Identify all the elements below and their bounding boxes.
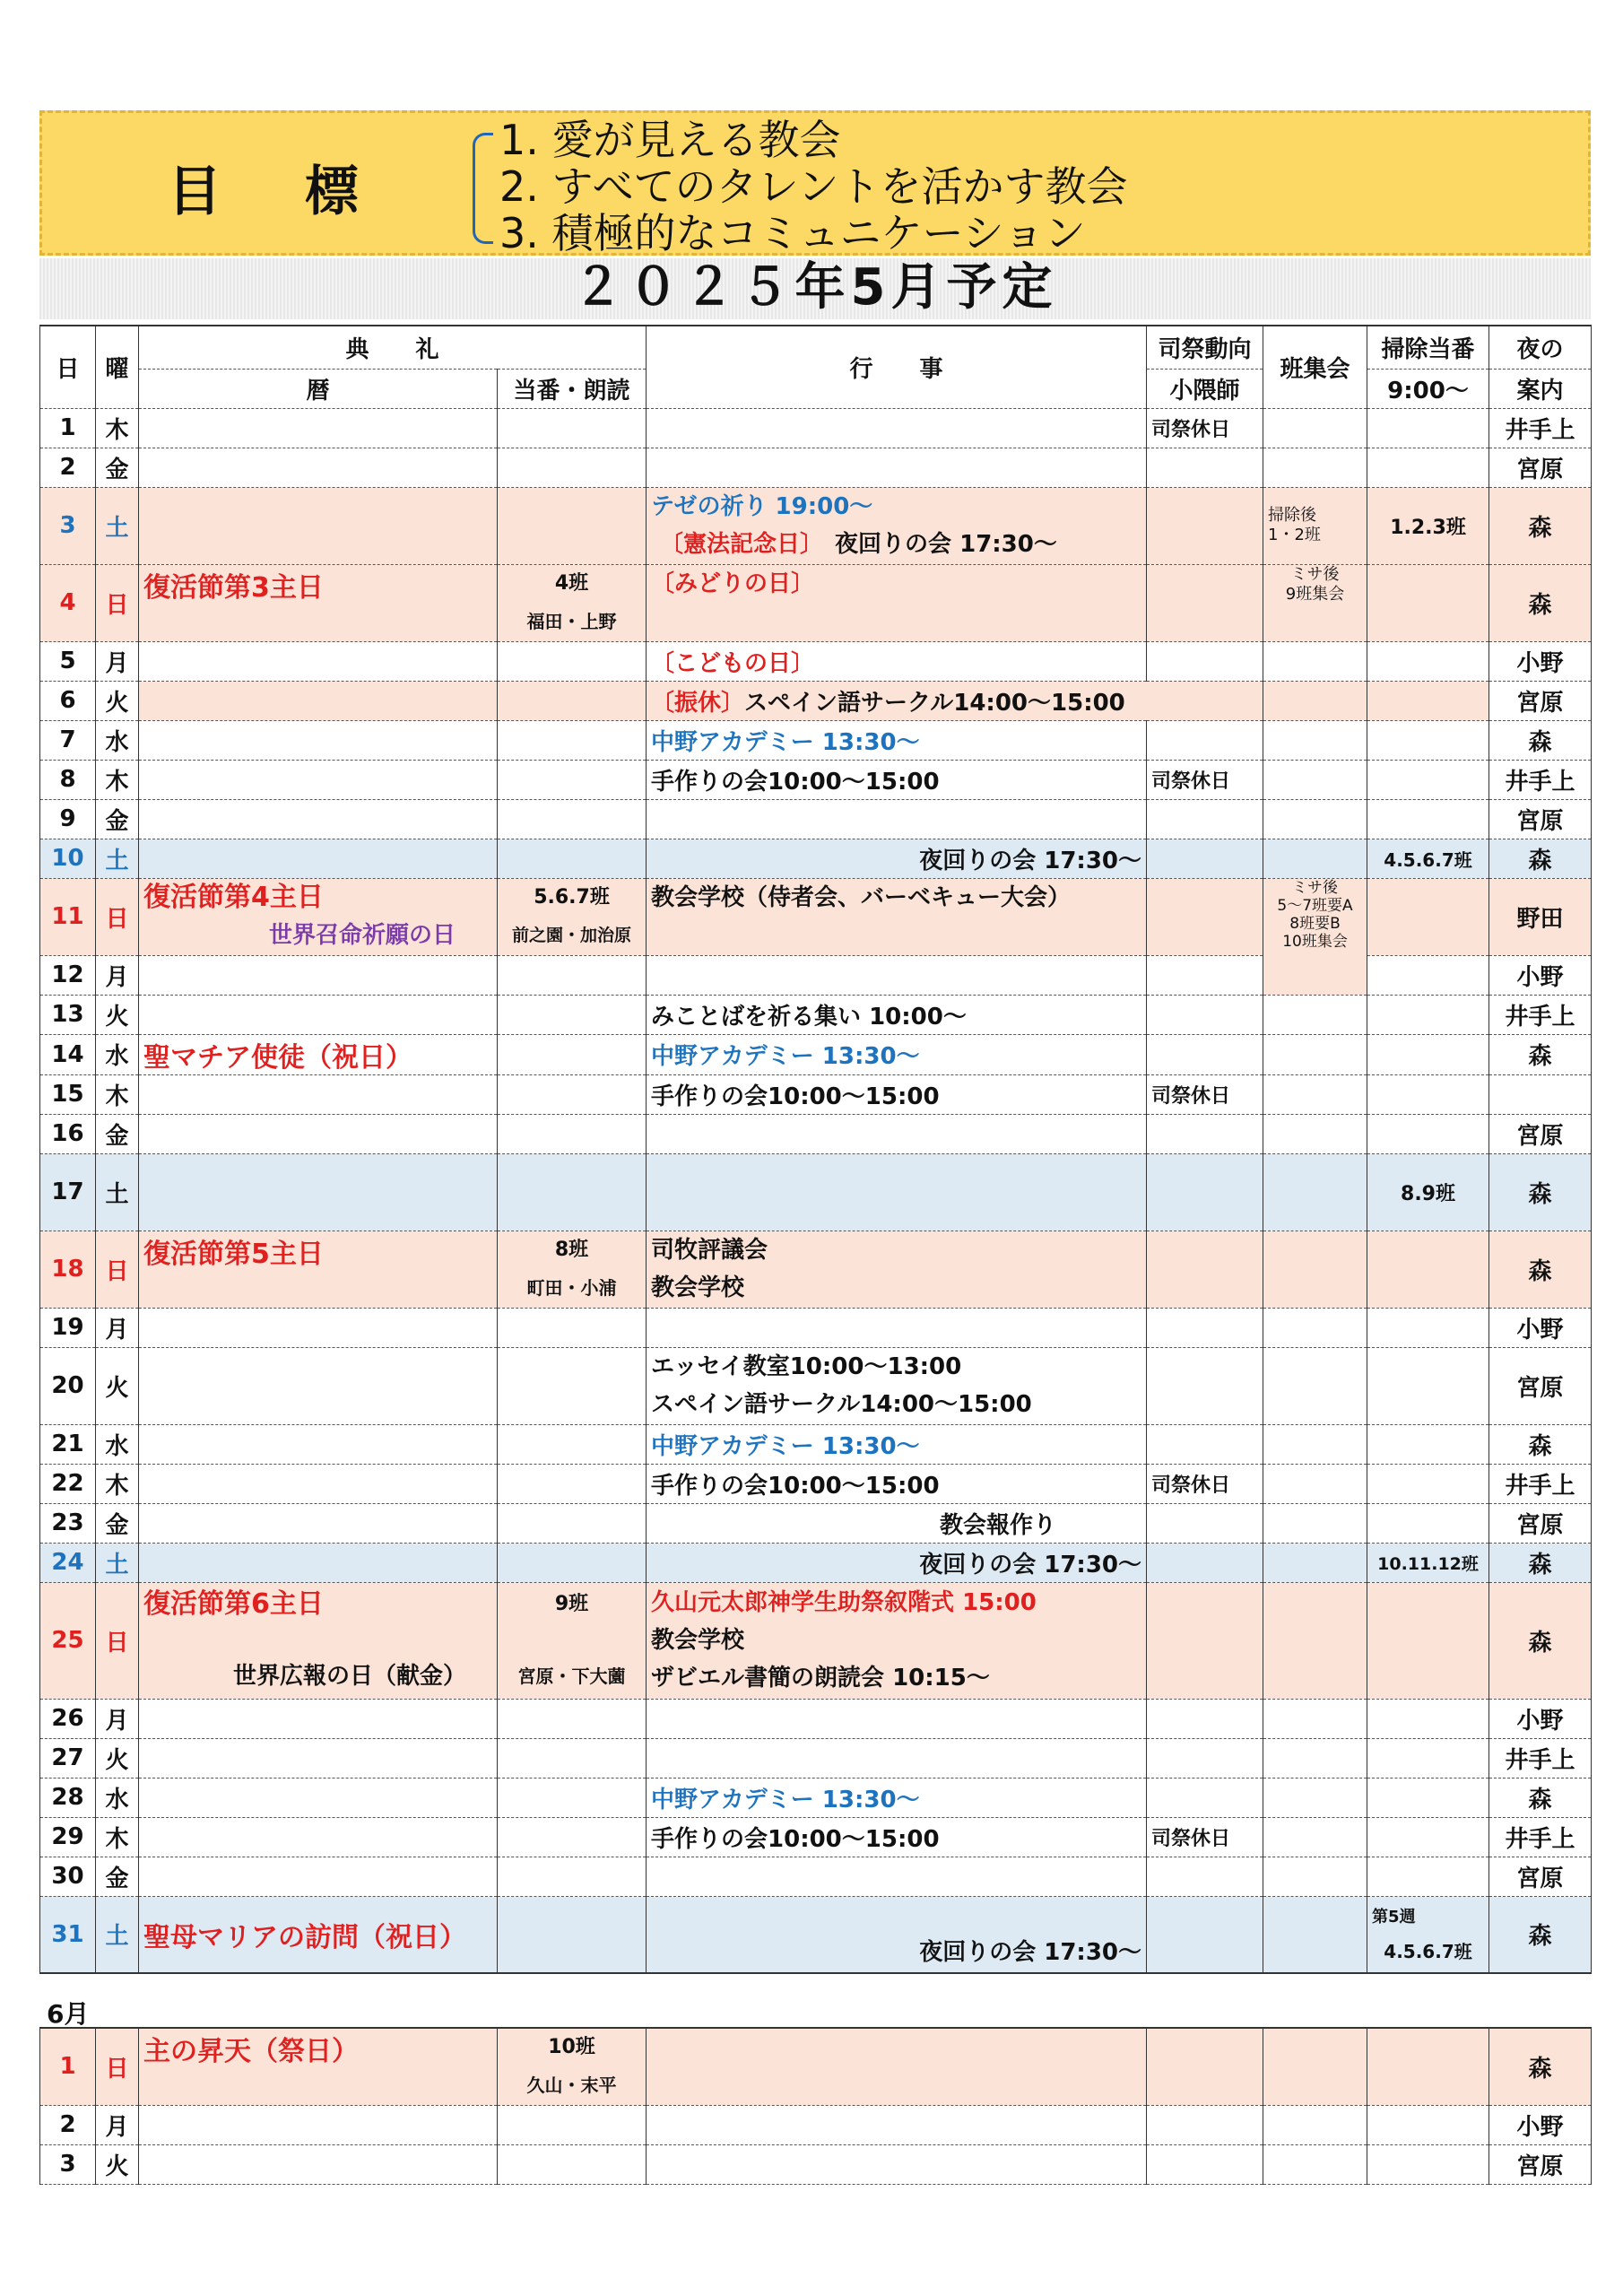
night-cell: 宮原 <box>1489 2144 1592 2184</box>
day-cell: 7 <box>40 720 96 760</box>
day-cell: 28 <box>40 1778 96 1817</box>
group-text: 掃除後 <box>1268 506 1317 525</box>
table-row <box>40 1114 1592 1153</box>
goal-item: 1. 愛が見える教会 <box>499 116 841 164</box>
weekday-cell: 土 <box>96 1543 139 1582</box>
night-cell: 小野 <box>1489 1308 1592 1347</box>
priest-cell: 司祭休日 <box>1147 1817 1263 1857</box>
events-cell <box>647 487 1147 564</box>
day-cell: 17 <box>40 1153 96 1231</box>
weekday-cell: 火 <box>96 681 139 720</box>
weekday-cell: 木 <box>96 760 139 799</box>
weekday-cell: 月 <box>96 2105 139 2144</box>
weekday-cell: 水 <box>96 1778 139 1817</box>
header-cleaning-time: 9:00〜 <box>1367 369 1489 408</box>
priest-cell: 司祭休日 <box>1147 1464 1263 1503</box>
weekday-cell: 土 <box>96 1153 139 1231</box>
group-text: 5〜7班要A <box>1277 896 1353 915</box>
table-row <box>40 1503 1592 1543</box>
table-row <box>40 1034 1592 1074</box>
duty-text: 町田・小浦 <box>526 1277 617 1299</box>
table-row <box>40 1582 1592 1699</box>
table-row <box>40 1074 1592 1114</box>
bracket-decoration <box>473 133 493 244</box>
day-cell: 13 <box>40 995 96 1034</box>
duty-text: 10班 <box>548 2036 595 2059</box>
night-cell: 森 <box>1489 1778 1592 1817</box>
weekday-cell: 金 <box>96 448 139 487</box>
title-band <box>39 258 1591 319</box>
day-cell: 23 <box>40 1503 96 1543</box>
table-row <box>40 2144 1592 2184</box>
header-priest-sub: 小隈師 <box>1147 369 1263 408</box>
day-cell: 24 <box>40 1543 96 1582</box>
day-cell: 26 <box>40 1699 96 1738</box>
day-cell: 1 <box>40 2028 96 2105</box>
day-cell: 20 <box>40 1347 96 1424</box>
night-cell: 野田 <box>1489 878 1592 955</box>
table-row <box>40 720 1592 760</box>
night-cell: 宮原 <box>1489 1114 1592 1153</box>
weekday-cell: 土 <box>96 839 139 878</box>
table-row <box>40 799 1592 839</box>
table-row <box>40 1896 1592 1973</box>
night-cell: 宮原 <box>1489 448 1592 487</box>
weekday-cell: 金 <box>96 1114 139 1153</box>
weekday-cell: 日 <box>96 564 139 641</box>
events-cell <box>647 1582 1147 1699</box>
event-text: 〔憲法記念日〕 <box>660 531 812 558</box>
cleaning-cell: 4.5.6.7班 <box>1367 839 1489 878</box>
weekday-cell: 木 <box>96 1074 139 1114</box>
duty-text: 4班 <box>554 572 589 595</box>
duty-text: 9班 <box>554 1593 589 1615</box>
event-text: 〔みどりの日〕 <box>651 570 815 597</box>
night-cell: 小野 <box>1489 1699 1592 1738</box>
event-text: 手作りの会10:00〜15:00 <box>647 760 1147 799</box>
day-cell: 27 <box>40 1738 96 1778</box>
day-cell: 12 <box>40 955 96 995</box>
event-text: 夜回りの会 17:30〜 <box>647 1896 1147 1973</box>
header-day: 日 <box>40 326 96 408</box>
calendar-text: 主の昇天（祭日） <box>143 2036 359 2067</box>
event-text: 夜回りの会 17:30〜 <box>647 839 1147 878</box>
table-row <box>40 1153 1592 1231</box>
event-text: テゼの祈り 19:00〜 <box>651 493 873 520</box>
event-text: 夜回りの会 17:30〜 <box>647 1543 1147 1582</box>
day-cell: 3 <box>40 2144 96 2184</box>
header-cleaning: 掃除当番 <box>1367 326 1489 369</box>
day-cell: 1 <box>40 408 96 448</box>
table-row <box>40 1308 1592 1347</box>
table-row <box>40 1424 1592 1464</box>
group-cell <box>1263 487 1367 564</box>
group-text: 1・2班 <box>1268 526 1321 544</box>
table-row <box>40 1464 1592 1503</box>
night-cell: 森 <box>1489 1582 1592 1699</box>
day-cell: 6 <box>40 681 96 720</box>
weekday-cell: 火 <box>96 2144 139 2184</box>
table-row <box>40 1778 1592 1817</box>
duty-cell <box>498 564 647 641</box>
night-cell: 小野 <box>1489 641 1592 681</box>
header-duty: 当番・朗読 <box>498 369 647 408</box>
table-row <box>40 641 1592 681</box>
page-title: ２０２５年5月予定 <box>572 258 1058 317</box>
night-cell: 森 <box>1489 487 1592 564</box>
event-text: みことばを祈る集い 10:00〜 <box>647 995 1147 1034</box>
night-cell: 宮原 <box>1489 1347 1592 1424</box>
group-text: ミサ後 <box>1292 878 1339 897</box>
weekday-cell: 水 <box>96 720 139 760</box>
night-cell: 宮原 <box>1489 1503 1592 1543</box>
day-cell: 22 <box>40 1464 96 1503</box>
weekday-cell: 月 <box>96 1699 139 1738</box>
duty-text: 宮原・下大薗 <box>517 1665 626 1687</box>
day-cell: 18 <box>40 1231 96 1308</box>
duty-cell <box>498 1582 647 1699</box>
day-cell: 3 <box>40 487 96 564</box>
group-text: 10班集会 <box>1282 932 1348 951</box>
table-row <box>40 2028 1592 2105</box>
day-cell: 11 <box>40 878 96 955</box>
event-text: 夜回りの会 17:30〜 <box>835 531 1057 558</box>
goals-banner <box>39 110 1591 256</box>
table-row <box>40 408 1592 448</box>
event-text: 手作りの会10:00〜15:00 <box>647 1464 1147 1503</box>
event-text: エッセイ教室10:00〜13:00 <box>651 1353 962 1380</box>
event-text: 教会学校（侍者会、バーベキュー大会） <box>647 878 1147 955</box>
weekday-cell: 月 <box>96 641 139 681</box>
event-text: スペイン語サークル14:00〜15:00 <box>744 689 1125 717</box>
calendar-text: 世界広報の日（献金） <box>233 1663 467 1690</box>
calendar-text: 復活節第6主日 <box>143 1588 324 1620</box>
event-text: ザビエル書簡の朗読会 10:15〜 <box>651 1665 990 1692</box>
calendar-cell <box>139 878 498 955</box>
calendar-text: 聖マチア使徒（祝日） <box>139 1034 498 1074</box>
table-row <box>40 878 1592 955</box>
weekday-cell: 木 <box>96 1464 139 1503</box>
header-priest: 司祭動向 <box>1147 326 1263 369</box>
day-cell: 19 <box>40 1308 96 1347</box>
night-cell: 森 <box>1489 1896 1592 1973</box>
day-cell: 30 <box>40 1857 96 1896</box>
events-cell <box>647 681 1263 720</box>
weekday-cell: 火 <box>96 1347 139 1424</box>
night-cell: 井手上 <box>1489 408 1592 448</box>
table-row <box>40 564 1592 641</box>
day-cell: 4 <box>40 564 96 641</box>
event-text: 〔こどもの日〕 <box>647 641 1147 681</box>
weekday-cell: 日 <box>96 878 139 955</box>
june-schedule-table <box>39 2027 1592 2185</box>
calendar-text: 聖母マリアの訪問（祝日） <box>139 1896 498 1973</box>
header-liturgy: 典 礼 <box>139 326 647 369</box>
cleaning-cell: 8.9班 <box>1367 1153 1489 1231</box>
day-cell: 21 <box>40 1424 96 1464</box>
priest-cell: 司祭休日 <box>1147 1074 1263 1114</box>
group-cell <box>1263 564 1367 641</box>
day-cell: 2 <box>40 448 96 487</box>
table-row <box>40 448 1592 487</box>
table-row <box>40 1738 1592 1778</box>
table-row <box>40 681 1592 720</box>
night-cell: 森 <box>1489 1543 1592 1582</box>
table-row <box>40 1817 1592 1857</box>
header-calendar: 暦 <box>139 369 498 408</box>
night-cell: 宮原 <box>1489 1857 1592 1896</box>
cleaning-text: 4.5.6.7班 <box>1384 1940 1472 1962</box>
day-cell: 5 <box>40 641 96 681</box>
night-cell: 森 <box>1489 2028 1592 2105</box>
event-text: 教会学校 <box>651 1627 745 1654</box>
table-row <box>40 839 1592 878</box>
day-cell: 14 <box>40 1034 96 1074</box>
cleaning-cell <box>1367 1896 1489 1973</box>
table-row <box>40 1231 1592 1308</box>
header-weekday: 曜 <box>96 326 139 408</box>
day-cell: 25 <box>40 1582 96 1699</box>
night-cell: 森 <box>1489 564 1592 641</box>
events-cell <box>647 1231 1147 1308</box>
night-cell: 井手上 <box>1489 1817 1592 1857</box>
event-text: 手作りの会10:00〜15:00 <box>647 1817 1147 1857</box>
night-cell: 宮原 <box>1489 681 1592 720</box>
weekday-cell: 月 <box>96 1308 139 1347</box>
weekday-cell: 金 <box>96 1503 139 1543</box>
night-cell: 森 <box>1489 1153 1592 1231</box>
weekday-cell: 金 <box>96 1857 139 1896</box>
night-cell: 森 <box>1489 1231 1592 1308</box>
day-cell: 2 <box>40 2105 96 2144</box>
weekday-cell: 木 <box>96 408 139 448</box>
goals-list <box>499 117 1127 257</box>
day-cell: 16 <box>40 1114 96 1153</box>
day-cell: 8 <box>40 760 96 799</box>
goals-label: 目 標 <box>168 161 391 223</box>
duty-cell <box>498 878 647 955</box>
group-cell <box>1263 878 1367 995</box>
header-night-sub: 案内 <box>1489 369 1592 408</box>
night-cell: 森 <box>1489 1424 1592 1464</box>
night-cell: 井手上 <box>1489 1738 1592 1778</box>
weekday-cell: 日 <box>96 1582 139 1699</box>
duty-text: 前之園・加治原 <box>512 926 632 945</box>
day-cell: 9 <box>40 799 96 839</box>
table-row <box>40 1699 1592 1738</box>
calendar-cell <box>139 1582 498 1699</box>
night-cell: 小野 <box>1489 2105 1592 2144</box>
weekday-cell: 日 <box>96 2028 139 2105</box>
table-row <box>40 760 1592 799</box>
duty-text: 5.6.7班 <box>534 886 610 909</box>
night-cell: 小野 <box>1489 955 1592 995</box>
may-schedule-table <box>39 325 1592 1974</box>
day-cell: 10 <box>40 839 96 878</box>
weekday-cell: 水 <box>96 1034 139 1074</box>
priest-cell: 司祭休日 <box>1147 408 1263 448</box>
event-text: スペイン語サークル14:00〜15:00 <box>651 1391 1032 1418</box>
day-cell: 29 <box>40 1817 96 1857</box>
table-row <box>40 1857 1592 1896</box>
calendar-text: 世界召命祈願の日 <box>269 922 456 949</box>
header-events: 行 事 <box>647 326 1147 408</box>
weekday-cell: 火 <box>96 995 139 1034</box>
weekday-cell: 月 <box>96 955 139 995</box>
duty-cell <box>498 1231 647 1308</box>
day-cell: 15 <box>40 1074 96 1114</box>
group-text: 8班要B <box>1289 914 1341 933</box>
cleaning-cell: 1.2.3班 <box>1367 487 1489 564</box>
header-group: 班集会 <box>1263 326 1367 408</box>
goal-item: 2. すべてのタレントを活かす教会 <box>499 162 1128 211</box>
table-row <box>40 995 1592 1034</box>
night-cell: 井手上 <box>1489 995 1592 1034</box>
event-text: 司牧評議会 <box>651 1237 768 1264</box>
night-cell: 井手上 <box>1489 760 1592 799</box>
event-text: 〔振休〕 <box>651 689 745 717</box>
june-label: 6月 <box>47 1999 90 2029</box>
duty-cell <box>498 2028 647 2105</box>
night-cell: 森 <box>1489 839 1592 878</box>
cleaning-cell: 10.11.12班 <box>1367 1543 1489 1582</box>
weekday-cell: 水 <box>96 1424 139 1464</box>
event-text: 久山元太郎神学生助祭叙階式 15:00 <box>651 1589 1037 1616</box>
event-text: 教会学校 <box>651 1274 745 1301</box>
events-cell <box>647 1347 1147 1424</box>
duty-text: 福田・上野 <box>526 611 617 632</box>
night-cell: 森 <box>1489 720 1592 760</box>
day-cell: 31 <box>40 1896 96 1973</box>
calendar-text: 復活節第5主日 <box>143 1238 324 1270</box>
weekday-cell: 火 <box>96 1738 139 1778</box>
goal-item: 3. 積極的なコミュニケーション <box>499 209 1086 257</box>
table-row <box>40 487 1592 564</box>
event-text: 中野アカデミー 13:30〜 <box>647 1778 1147 1817</box>
calendar-text: 復活節第3主日 <box>143 571 324 604</box>
table-row <box>40 2105 1592 2144</box>
event-text: 手作りの会10:00〜15:00 <box>647 1074 1147 1114</box>
weekday-cell: 木 <box>96 1817 139 1857</box>
table-row <box>40 1347 1592 1424</box>
table-row <box>40 1543 1592 1582</box>
priest-cell: 司祭休日 <box>1147 760 1263 799</box>
event-text: 中野アカデミー 13:30〜 <box>647 1034 1147 1074</box>
weekday-cell: 土 <box>96 487 139 564</box>
event-text: 中野アカデミー 13:30〜 <box>647 1424 1147 1464</box>
night-cell: 宮原 <box>1489 799 1592 839</box>
group-text: ミサ後 <box>1290 564 1340 584</box>
cleaning-text: 第5週 <box>1372 1907 1416 1926</box>
group-text: 9班集会 <box>1285 584 1345 604</box>
header-night: 夜の <box>1489 326 1592 369</box>
duty-text: 8班 <box>554 1239 589 1261</box>
event-text: 教会報作り <box>647 1503 1147 1543</box>
calendar-text: 復活節第4主日 <box>143 882 324 913</box>
duty-text: 久山・末平 <box>526 2074 617 2097</box>
weekday-cell: 日 <box>96 1231 139 1308</box>
night-cell: 井手上 <box>1489 1464 1592 1503</box>
event-text: 中野アカデミー 13:30〜 <box>647 720 1147 760</box>
weekday-cell: 土 <box>96 1896 139 1973</box>
night-cell: 森 <box>1489 1034 1592 1074</box>
weekday-cell: 金 <box>96 799 139 839</box>
